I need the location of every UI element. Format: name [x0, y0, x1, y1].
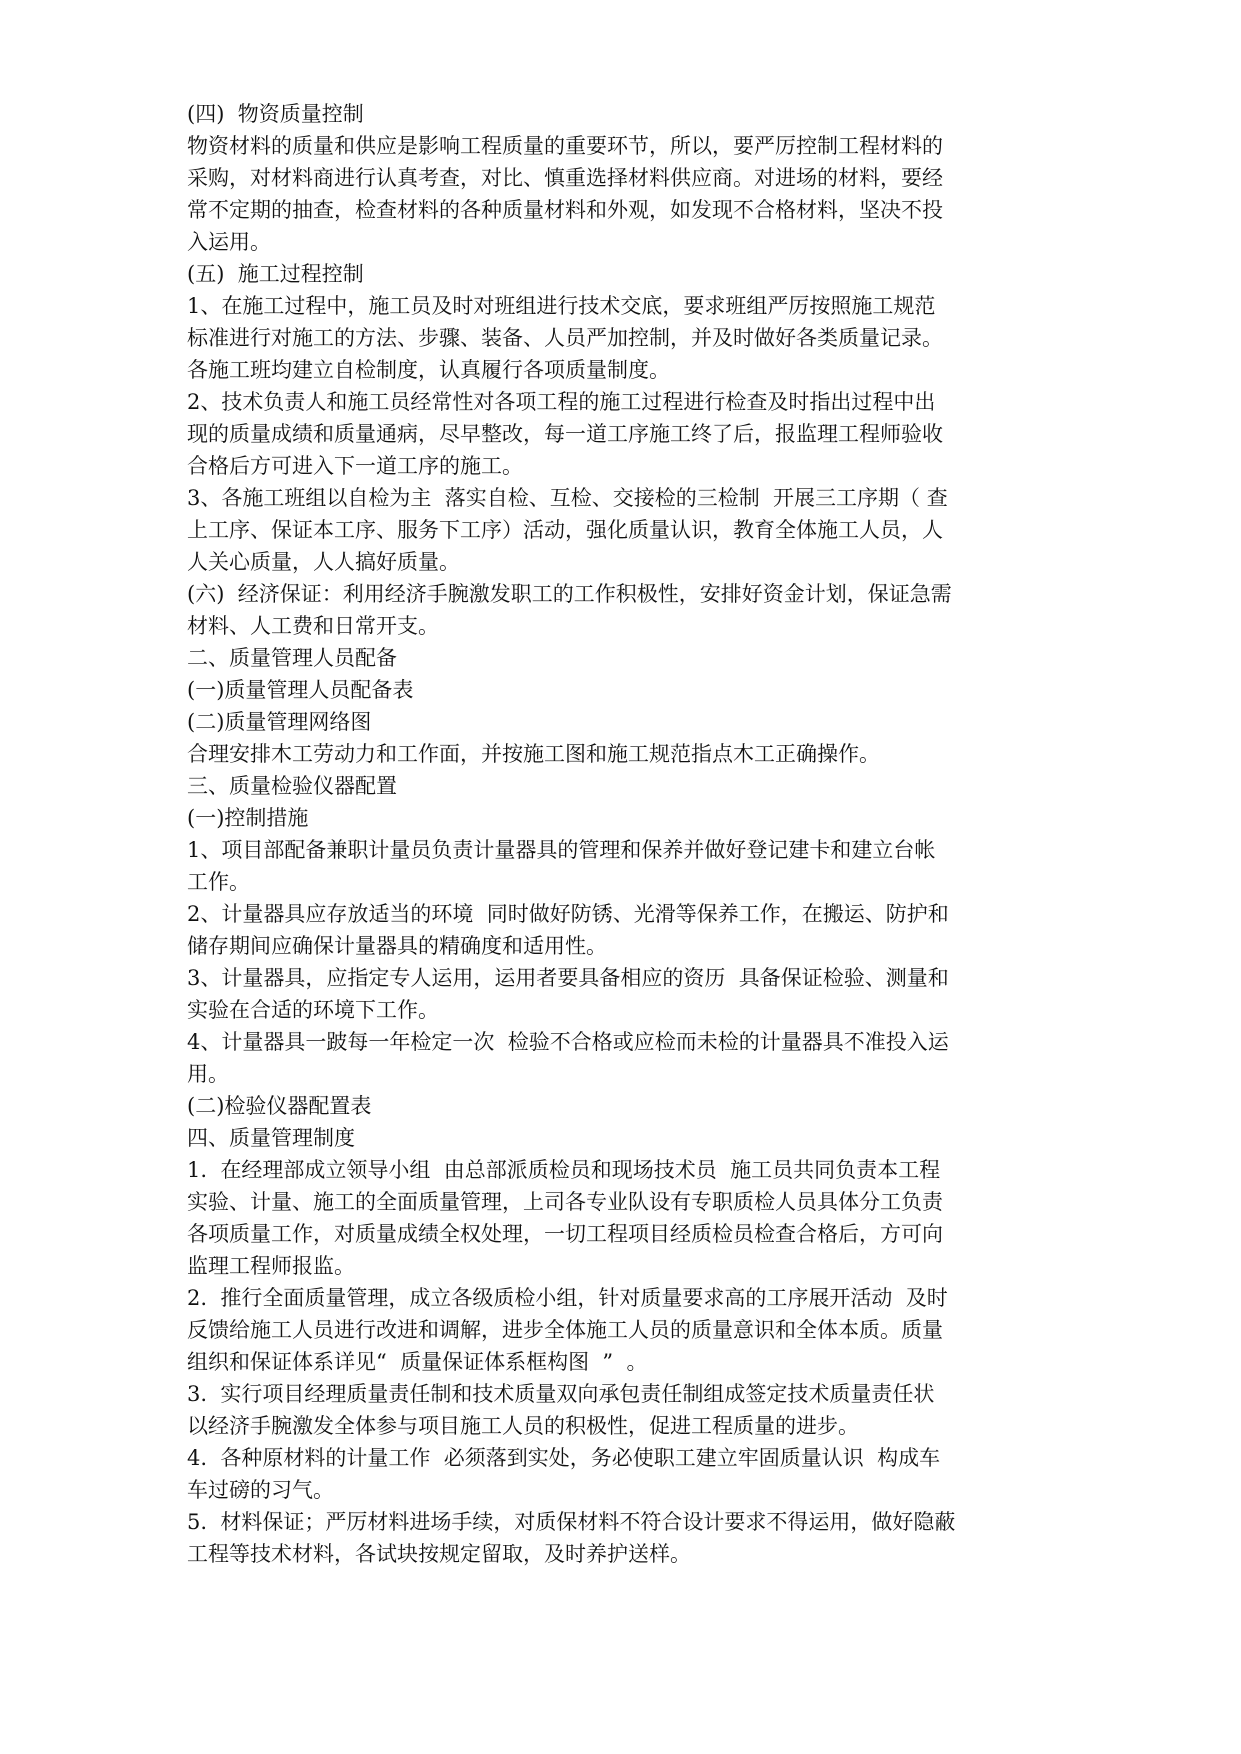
text-line: 现的质量成绩和质量通病，尽早整改，每一道工序施工终了后，报监理工程师验收 — [187, 422, 943, 446]
text-line: 以经济手腕激发全体参与项目施工人员的积极性，促进工程质量的进步。 — [187, 1414, 859, 1438]
text-line: 各项质量工作，对质量成绩全权处理，一切工程项目经质检员检查合格后，方可向 — [187, 1222, 943, 1246]
text-line: 3. 实行项目经理质量责任制和技术质量双向承包责任制组成签定技术质量责任状 — [187, 1382, 935, 1406]
text-line: 2. 推行全面质量管理，成立各级质检小组，针对质量要求高的工序展开活动 及时 — [187, 1286, 948, 1310]
text-line: 各施工班均建立自检制度，认真履行各项质量制度。 — [187, 358, 670, 382]
text-line: 1、在施工过程中，施工员及时对班组进行技术交底，要求班组严厉按照施工规范 — [187, 294, 936, 318]
text-line: 三、质量检验仪器配置 — [187, 774, 397, 798]
text-line: 采购，对材料商进行认真考查，对比、慎重选择材料供应商。对进场的材料，要经 — [187, 166, 943, 190]
text-line: (六) 经济保证：利用经济手腕激发职工的工作积极性，安排好资金计划，保证急需 — [187, 582, 952, 606]
text-line: (二)检验仪器配置表 — [187, 1094, 372, 1118]
text-line: 组织和保证体系详见“ 质量保证体系框构图 ” 。 — [187, 1350, 648, 1374]
text-line: 1、项目部配备兼职计量员负责计量器具的管理和保养并做好登记建卡和建立台帐 — [187, 838, 936, 862]
text-line: 1. 在经理部成立领导小组 由总部派质检员和现场技术员 施工员共同负责本工程 — [187, 1158, 941, 1182]
text-line: 3、计量器具，应指定专人运用，运用者要具备相应的资历 具备保证检验、测量和 — [187, 966, 949, 990]
text-line: 工作。 — [187, 870, 250, 894]
text-line: 反馈给施工人员进行改进和调解，进步全体施工人员的质量意识和全体本质。质量 — [187, 1318, 943, 1342]
text-line: 2、计量器具应存放适当的环境 同时做好防锈、光滑等保养工作，在搬运、防护和 — [187, 902, 949, 926]
text-line: 四、质量管理制度 — [187, 1126, 355, 1150]
text-line: (一)控制措施 — [187, 806, 309, 830]
text-line: 4. 各种原材料的计量工作 必须落到实处，务必使职工建立牢固质量认识 构成车 — [187, 1446, 941, 1470]
text-line: 常不定期的抽查，检查材料的各种质量材料和外观，如发现不合格材料，坚决不投 — [187, 198, 943, 222]
text-line: 人关心质量，人人搞好质量。 — [187, 550, 460, 574]
text-line: 标准进行对施工的方法、步骤、装备、人员严加控制，并及时做好各类质量记录。 — [187, 326, 943, 350]
text-line: 实验在合适的环境下工作。 — [187, 998, 439, 1022]
text-line: (二)质量管理网络图 — [187, 710, 372, 734]
text-line: 合格后方可进入下一道工序的施工。 — [187, 454, 523, 478]
text-line: 物资材料的质量和供应是影响工程质量的重要环节，所以，要严厉控制工程材料的 — [187, 134, 943, 158]
text-line: 车过磅的习气。 — [187, 1478, 334, 1502]
text-line: (一)质量管理人员配备表 — [187, 678, 414, 702]
text-line: 5. 材料保证；严厉材料进场手续，对质保材料不符合设计要求不得运用，做好隐蔽 — [187, 1510, 956, 1534]
text-line: (五) 施工过程控制 — [187, 262, 364, 286]
text-line: 二、质量管理人员配备 — [187, 646, 397, 670]
text-line: 入运用。 — [187, 230, 271, 254]
text-line: 4、计量器具一跛每一年检定一次 检验不合格或应检而未检的计量器具不准投入运 — [187, 1030, 949, 1054]
text-line: 3、各施工班组以自检为主 落实自检、互检、交接检的三检制 开展三工序期（ 查 — [187, 486, 948, 510]
text-line: 监理工程师报监。 — [187, 1254, 355, 1278]
text-line: 材料、人工费和日常开支。 — [187, 614, 439, 638]
text-line: 2、技术负责人和施工员经常性对各项工程的施工过程进行检查及时指出过程中出 — [187, 390, 936, 414]
text-line: (四) 物资质量控制 — [187, 102, 364, 126]
text-line: 实验、计量、施工的全面质量管理，上司各专业队设有专职质检人员具体分工负责 — [187, 1190, 943, 1214]
document-body — [187, 98, 1087, 1570]
text-line: 储存期间应确保计量器具的精确度和适用性。 — [187, 934, 607, 958]
text-line: 合理安排木工劳动力和工作面，并按施工图和施工规范指点木工正确操作。 — [187, 742, 880, 766]
text-line: 上工序、保证本工序、服务下工序）活动，强化质量认识，教育全体施工人员，人 — [187, 518, 943, 542]
text-line: 用。 — [187, 1062, 229, 1086]
text-line: 工程等技术材料，各试块按规定留取，及时养护送样。 — [187, 1542, 691, 1566]
